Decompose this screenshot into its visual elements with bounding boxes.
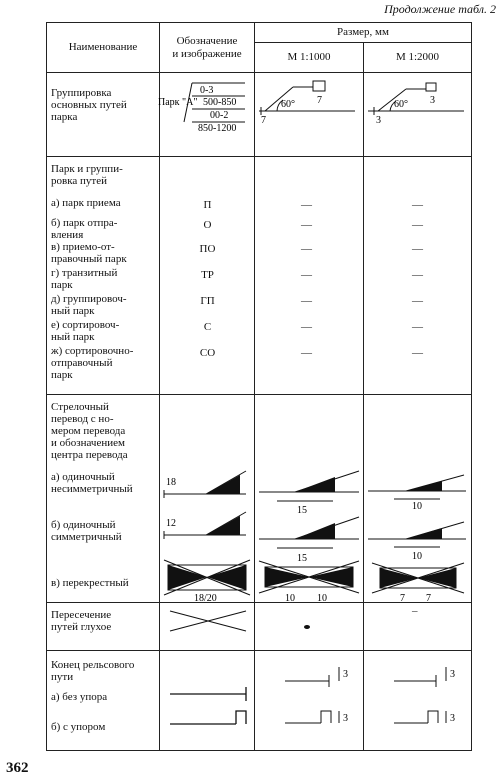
park-item-label: ж) сортировочно- отправочный парк bbox=[51, 345, 134, 381]
switch-c-label: в) перекрестный bbox=[51, 577, 129, 589]
parks-title: Парк и группи- ровка путей bbox=[51, 163, 123, 187]
row-grouping bbox=[47, 73, 472, 157]
park-item-label: д) группировоч- ный парк bbox=[51, 293, 127, 317]
park-item-code: СО bbox=[199, 347, 216, 359]
track-num-3: 850-1200 bbox=[198, 123, 237, 134]
switch-a-num: 18 bbox=[166, 477, 176, 488]
angle-1: 60° bbox=[281, 99, 295, 110]
symbols-table bbox=[46, 22, 472, 751]
park-item-code: С bbox=[203, 321, 212, 333]
park-item-code: ПО bbox=[199, 243, 216, 255]
park-label: Парк "А" bbox=[158, 97, 198, 108]
end-dim-1: 3 bbox=[343, 669, 348, 680]
page-number: 362 bbox=[6, 760, 29, 776]
park-item-scale-2000: — bbox=[412, 243, 423, 255]
park-item-scale-1000: — bbox=[301, 243, 312, 255]
track-num-0: 0-3 bbox=[200, 85, 214, 96]
park-item-scale-2000: — bbox=[412, 295, 423, 307]
end-symbols bbox=[160, 651, 255, 751]
switch-a-label: а) одиночный несимметричный bbox=[51, 471, 133, 495]
row-parks bbox=[47, 157, 472, 395]
dim-left-2: 3 bbox=[376, 115, 381, 126]
park-item-scale-1000: — bbox=[301, 295, 312, 307]
end-scale-2000 bbox=[364, 651, 472, 751]
crossing-scale-2000: – bbox=[412, 605, 418, 617]
switch-symbols bbox=[160, 395, 255, 603]
park-item-scale-2000: — bbox=[412, 347, 423, 359]
switch-c-num: 18/20 bbox=[194, 593, 217, 604]
header-scale-2000: М 1:2000 bbox=[364, 43, 472, 73]
track-num-1: 500-850 bbox=[203, 97, 237, 108]
park-item-scale-1000: — bbox=[301, 321, 312, 333]
switch-scale-2000 bbox=[364, 395, 472, 603]
park-item-scale-2000: — bbox=[412, 219, 423, 231]
row-track-end bbox=[47, 651, 472, 751]
end-dim-3: 3 bbox=[450, 669, 455, 680]
switch-c-d1b: 10 bbox=[317, 593, 327, 604]
park-item-label: г) транзитный парк bbox=[51, 267, 118, 291]
end-dim-4: 3 bbox=[450, 713, 455, 724]
dim-top-1: 7 bbox=[317, 95, 322, 106]
park-item-scale-1000: — bbox=[301, 347, 312, 359]
crossing-label: Пересечение путей глухое bbox=[51, 609, 112, 633]
switch-b-num: 12 bbox=[166, 518, 176, 529]
header-scale-1000: М 1:1000 bbox=[255, 43, 364, 73]
park-item-scale-2000: — bbox=[412, 321, 423, 333]
header-size: Размер, мм bbox=[255, 23, 472, 43]
header-designation bbox=[160, 23, 255, 73]
park-item-scale-2000: — bbox=[412, 199, 423, 211]
park-item-label: в) приемо-от- правочный парк bbox=[51, 241, 127, 265]
switch-title: Стрелочный перевод с но- мером перевода и обозначением центра перевода bbox=[51, 401, 128, 461]
park-item-scale-1000: — bbox=[301, 219, 312, 231]
crossing-scale-1000 bbox=[255, 603, 364, 651]
switch-b-d1: 15 bbox=[297, 553, 307, 564]
end-a-label: а) без упора bbox=[51, 691, 108, 703]
switch-c-d2a: 7 bbox=[400, 593, 405, 604]
grouping-symbol bbox=[160, 73, 255, 157]
grouping-scale-1000 bbox=[255, 73, 364, 157]
switch-scale-1000 bbox=[255, 395, 364, 603]
end-b-label: б) с упором bbox=[51, 721, 106, 733]
switch-a-d1: 15 bbox=[297, 505, 307, 516]
end-scale-1000 bbox=[255, 651, 364, 751]
park-item-scale-1000: — bbox=[301, 269, 312, 281]
switch-b-label: б) одиночный симметричный bbox=[51, 519, 122, 543]
angle-2: 60° bbox=[394, 99, 408, 110]
park-item-label: а) парк приема bbox=[51, 197, 121, 209]
park-item-code: О bbox=[203, 219, 212, 231]
park-item-code: ТР bbox=[201, 269, 214, 281]
end-title: Конец рельсового пути bbox=[51, 659, 135, 683]
switch-c-d1a: 10 bbox=[285, 593, 295, 604]
end-dim-2: 3 bbox=[343, 713, 348, 724]
header-name: Наименование bbox=[47, 23, 160, 73]
park-item-scale-1000: — bbox=[301, 199, 312, 211]
row-crossing bbox=[47, 603, 472, 651]
continuation-caption: Продолжение табл. 2 bbox=[384, 2, 496, 16]
crossing-symbol bbox=[160, 603, 255, 651]
park-item-scale-2000: — bbox=[412, 269, 423, 281]
header-designation-text: Обозначение и изображение bbox=[172, 34, 242, 60]
grouping-scale-2000 bbox=[364, 73, 472, 157]
switch-a-d2: 10 bbox=[412, 501, 422, 512]
dim-top-2: 3 bbox=[430, 95, 435, 106]
switch-b-d2: 10 bbox=[412, 551, 422, 562]
dim-left-1: 7 bbox=[261, 115, 266, 126]
park-item-code: П bbox=[203, 199, 212, 211]
park-item-label: е) сортировоч- ный парк bbox=[51, 319, 120, 343]
track-num-2: 00-2 bbox=[210, 110, 229, 121]
row-switch bbox=[47, 395, 472, 603]
park-item-label: б) парк отпра- вления bbox=[51, 217, 118, 241]
grouping-label: Группировка основных путей парка bbox=[51, 87, 127, 123]
park-item-code: ГП bbox=[200, 295, 215, 307]
switch-c-d2b: 7 bbox=[426, 593, 431, 604]
